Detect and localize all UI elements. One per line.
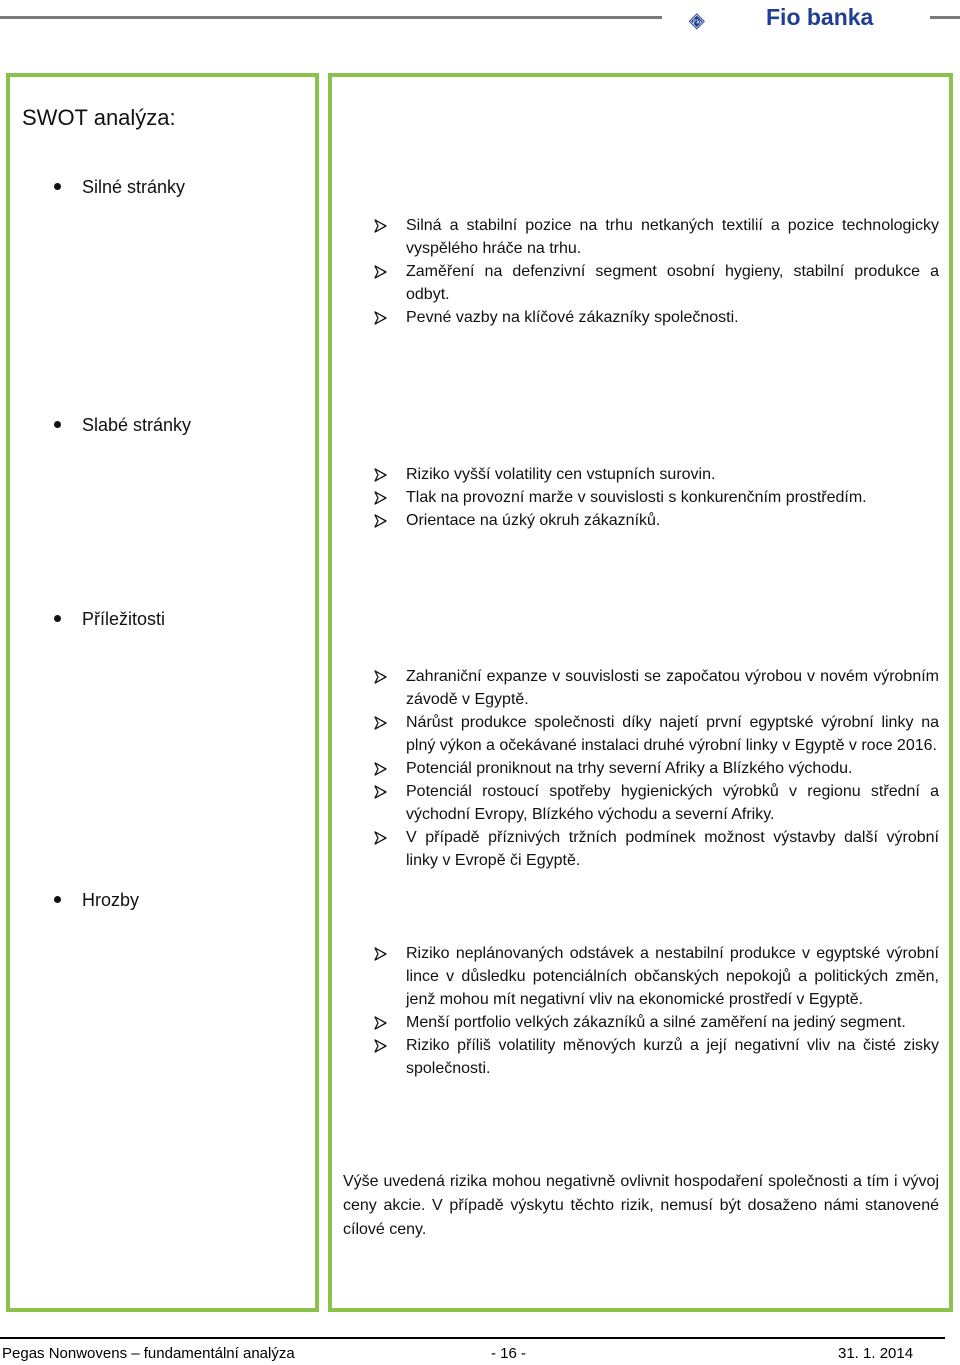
list-item-text: Silná a stabilní pozice na trhu netkaných textilií a pozice technologicky vyspělého hráče na trhu.	[406, 217, 939, 257]
category-threats	[54, 890, 139, 911]
arrow-check-icon	[374, 311, 388, 325]
list-item-text: Tlak na provozní marže v souvislosti s konkurenčním prostředím.	[406, 489, 867, 506]
category-label: Silné stránky	[82, 177, 186, 197]
list-item-text: Potenciál rostoucí spotřeby hygienických výrobků v regionu střední a východní Evropy, Blízkého východu a severní Afriky.	[406, 783, 939, 823]
arrow-check-icon	[374, 265, 388, 279]
category-label: Příležitosti	[82, 609, 166, 629]
category-weaknesses	[54, 415, 191, 436]
footer-title: Pegas Nonwovens – fundamentální analýza	[2, 1345, 295, 1362]
arrow-check-icon	[374, 219, 388, 233]
list-item-text: Riziko neplánovaných odstávek a nestabilní produkce v egyptské výrobní lince v důsledku potenciálních občanských nepokojů a politických změn, jenž mohou mít negativní vliv na ekonomické prostředí v Egyptě.	[406, 945, 939, 1008]
category-strengths	[54, 177, 185, 198]
footer-date: 31. 1. 2014	[838, 1345, 914, 1362]
list-item-text: Zahraniční expanze v souvislosti se započatou výrobou v novém výrobním závodě v Egyptě.	[406, 668, 939, 708]
arrow-check-icon	[374, 514, 388, 528]
list-item-text: V případě příznivých tržních podmínek možnost výstavby další výrobní linky v Evropě či Egyptě.	[406, 829, 939, 869]
section-title: SWOT analýza:	[22, 105, 176, 130]
list-item	[374, 463, 939, 486]
left-panel	[6, 73, 319, 1312]
strengths-list	[374, 214, 939, 329]
header-rule-right	[930, 16, 960, 19]
list-item	[374, 1034, 939, 1080]
list-item-text: Orientace na úzký okruh zákazníků.	[406, 512, 661, 529]
list-item	[374, 214, 939, 260]
list-item-text: Menší portfolio velkých zákazníků a silné zaměření na jediný segment.	[406, 1014, 906, 1031]
bullet-dot-icon	[54, 615, 61, 622]
list-item-text: Riziko vyšší volatility cen vstupních surovin.	[406, 466, 716, 483]
category-opportunities	[54, 609, 165, 630]
list-item-text: Pevné vazby na klíčové zákazníky společnosti.	[406, 309, 739, 326]
conclusion-paragraph: Výše uvedená rizika mohou negativně ovlivnit hospodaření společnosti a tím i vývoj ceny akcie. V případě výskytu těchto rizik, nemusí být dosaženo námi stanovené cílové ceny.	[343, 1173, 939, 1238]
bullet-dot-icon	[54, 421, 61, 428]
opportunities-list	[374, 665, 939, 872]
list-item	[374, 780, 939, 826]
category-label: Hrozby	[82, 890, 140, 910]
arrow-check-icon	[374, 1039, 388, 1053]
brand-name: Fio banka	[766, 4, 874, 30]
list-item	[374, 826, 939, 872]
logo-mark-text: Fio	[692, 19, 701, 26]
header-rule-left	[0, 16, 662, 19]
weaknesses-list	[374, 463, 939, 532]
bullet-dot-icon	[54, 183, 61, 190]
list-item-text: Zaměření na defenzivní segment osobní hygieny, stabilní produkce a odbyt.	[406, 263, 939, 303]
list-item-text: Riziko příliš volatility měnových kurzů a její negativní vliv na čisté zisky společnosti.	[406, 1037, 939, 1077]
list-item	[374, 665, 939, 711]
list-item	[374, 711, 939, 757]
list-item	[374, 509, 939, 532]
list-item	[374, 306, 939, 329]
arrow-check-icon	[374, 947, 388, 961]
arrow-check-icon	[374, 1016, 388, 1030]
list-item-text: Potenciál proniknout na trhy severní Afriky a Blízkého východu.	[406, 760, 853, 777]
bullet-dot-icon	[54, 896, 61, 903]
arrow-check-icon	[374, 670, 388, 684]
arrow-check-icon	[374, 831, 388, 845]
list-item	[374, 942, 939, 1011]
list-item	[374, 486, 939, 509]
list-item	[374, 757, 939, 780]
arrow-check-icon	[374, 785, 388, 799]
list-item	[374, 260, 939, 306]
list-item-text: Nárůst produkce společnosti díky najetí první egyptské výrobní linky na plný výkon a očekávané instalaci druhé výrobní linky v Egyptě v roce 2016.	[406, 714, 939, 754]
footer-rule	[0, 1337, 945, 1339]
fio-logo-icon	[684, 0, 764, 44]
arrow-check-icon	[374, 468, 388, 482]
arrow-check-icon	[374, 716, 388, 730]
category-label: Slabé stránky	[82, 415, 192, 435]
arrow-check-icon	[374, 762, 388, 776]
arrow-check-icon	[374, 491, 388, 505]
threats-list	[374, 942, 939, 1080]
list-item	[374, 1011, 939, 1034]
footer-page-number: - 16 -	[491, 1345, 527, 1362]
